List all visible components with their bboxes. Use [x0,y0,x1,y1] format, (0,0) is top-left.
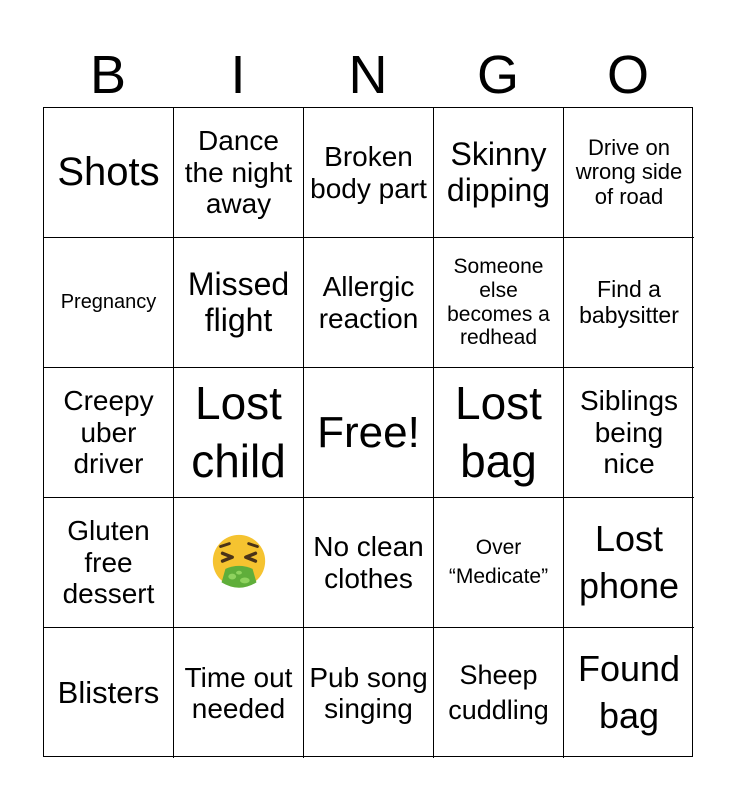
header-letter-g: G [476,45,519,105]
bingo-cell[interactable] [304,238,434,368]
bingo-cell[interactable] [564,368,694,498]
cell-label: Lost phone [578,517,680,606]
cell-label: Blisters [57,674,160,710]
bingo-cell[interactable] [44,628,174,758]
bingo-cell[interactable] [564,238,694,368]
cell-label: No clean clothes [313,531,424,594]
bingo-cell[interactable] [304,498,434,628]
cell-label: Drive on wrong side of road [575,134,683,209]
bingo-cell[interactable] [174,628,304,758]
bingo-cell[interactable] [174,238,304,368]
cell-label: Creepy uber driver [63,385,154,480]
header-letter-n: N [348,45,388,105]
cell-label: Allergic reaction [318,271,419,334]
cell-label: Pregnancy [60,291,157,314]
bingo-cell[interactable] [434,108,564,238]
bingo-cell[interactable] [564,498,694,628]
bingo-cell[interactable] [44,238,174,368]
bingo-cell[interactable] [434,628,564,758]
bingo-cell[interactable] [44,108,174,238]
cell-label: Found bag [577,648,681,736]
bingo-cell[interactable] [434,368,564,498]
cell-label: Lost bag [455,377,542,487]
bingo-cell[interactable] [304,108,434,238]
cell-label: Someone else becomes a redhead [447,255,550,350]
bingo-header [43,44,693,106]
cell-label: Gluten free dessert [62,515,155,610]
free-space-cell[interactable] [304,368,434,498]
cell-label: Skinny dipping [446,135,551,208]
header-letter-b: B [89,45,127,105]
bingo-cell[interactable] [304,628,434,758]
cell-label: Shots [57,150,160,195]
bingo-cell[interactable] [434,498,564,628]
bingo-cell[interactable] [564,108,694,238]
bingo-cell[interactable] [44,368,174,498]
cell-label: Find a babysitter [579,275,679,328]
cell-label: Over “Medicate” [448,536,549,588]
bingo-cell[interactable] [174,368,304,498]
cell-label: Sheep cuddling [448,659,549,725]
cell-label: Missed flight [187,265,290,338]
bingo-cell[interactable] [564,628,694,758]
nauseated-face-emoji-icon [208,532,270,594]
emoji-cell[interactable] [174,498,304,628]
free-space-label: Free! [317,407,420,457]
header-letter-o: O [606,45,649,105]
cell-label: Dance the night away [184,125,293,220]
cell-label: Siblings being nice [579,385,679,480]
cell-label: Broken body part [310,141,427,204]
cell-label: Lost child [191,377,286,487]
cell-label: Pub song singing [309,661,428,724]
bingo-card-grid [43,107,693,757]
bingo-cell[interactable] [434,238,564,368]
bingo-cell[interactable] [44,498,174,628]
bingo-cell[interactable] [174,108,304,238]
cell-label: Time out needed [184,661,293,724]
header-letter-i: I [230,45,246,105]
